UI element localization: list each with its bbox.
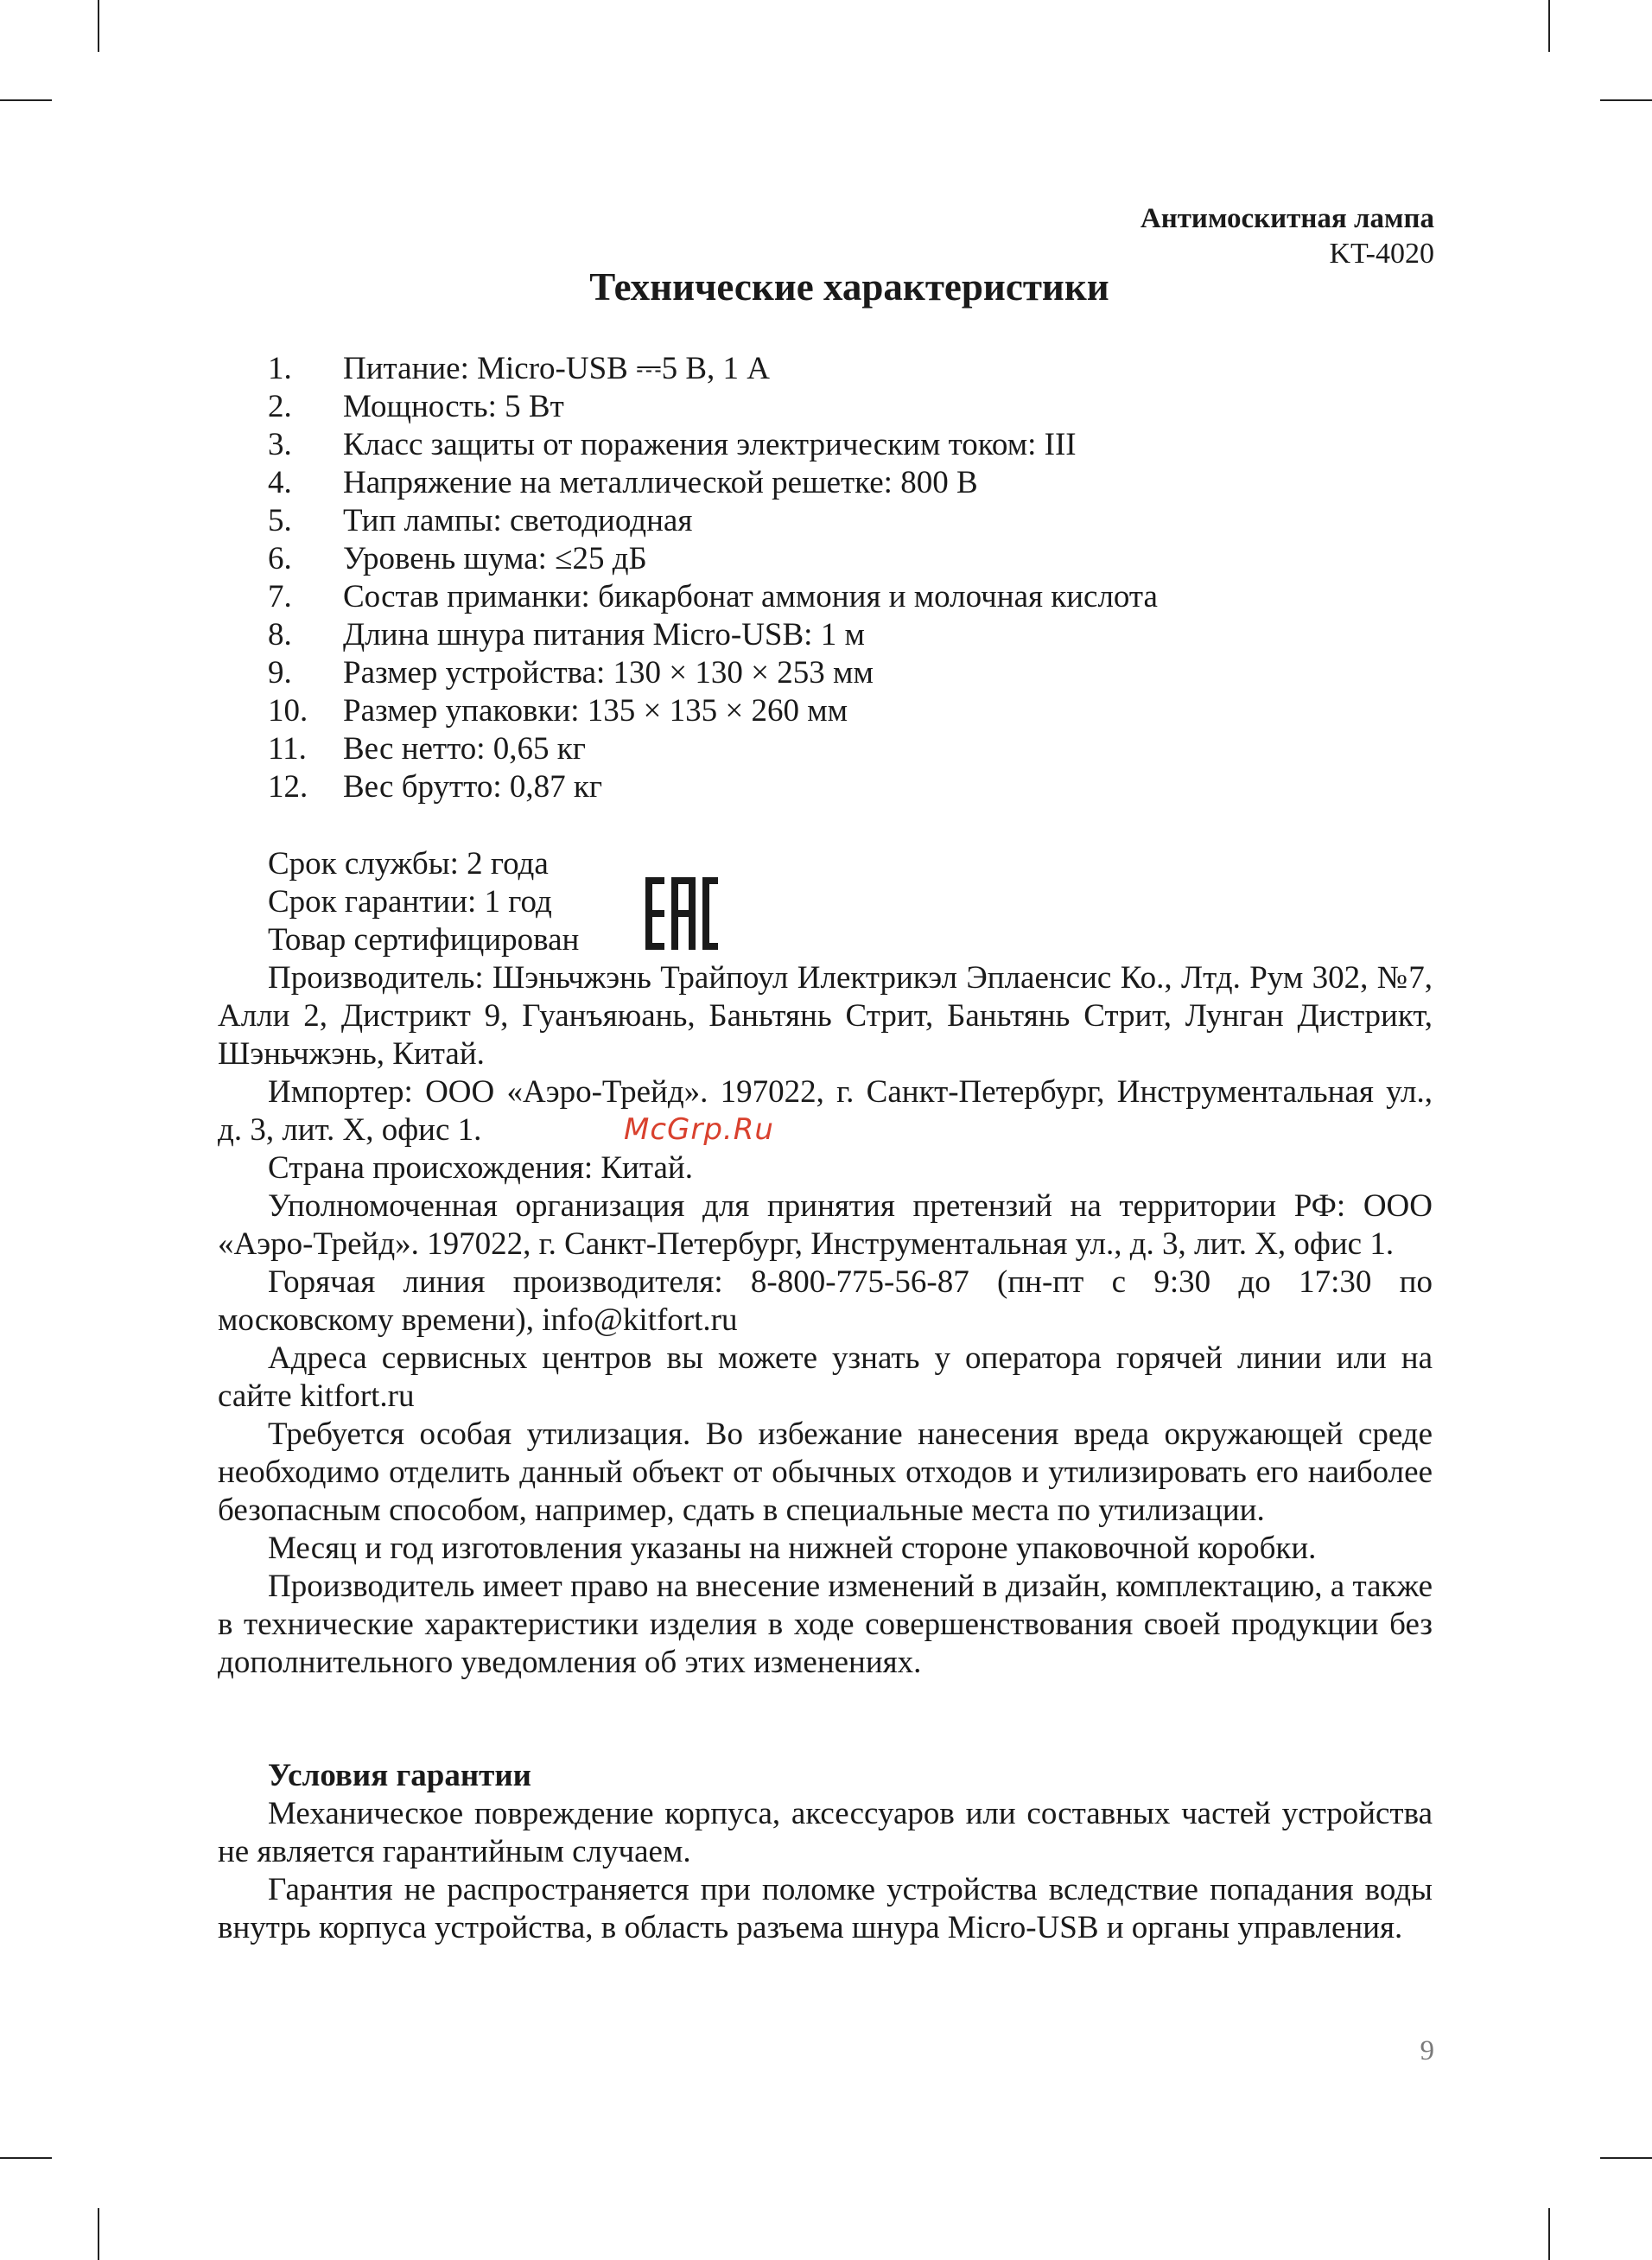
spec-number: 11. [268, 731, 307, 767]
hotline-paragraph: Горячая линия производителя: 8-800-775-56-87 (пн-пт с 9:30 до 17:30 по московскому времени), info@kitfort.ru [218, 1264, 1433, 1338]
crop-mark [1548, 0, 1550, 52]
spec-number: 1. [268, 351, 292, 386]
spec-number: 10. [268, 693, 308, 729]
crop-mark [0, 2157, 52, 2159]
spec-item [268, 730, 1158, 768]
spec-text: Питание: Micro-USB ⎓5 В, 1 А [343, 351, 771, 386]
crop-mark [98, 0, 99, 52]
spec-item [268, 426, 1158, 464]
spec-item [268, 616, 1158, 654]
warranty-term: Срок гарантии: 1 год [268, 884, 552, 920]
spec-text: Вес брутто: 0,87 кг [343, 769, 603, 805]
warranty-paragraph: Гарантия не распространяется при поломке устройства вследствие попадания воды внутрь корпуса устройства, в область разъема шнура Micro-USB и органы управления. [218, 1872, 1433, 1945]
warranty-paragraph: Механическое повреждение корпуса, аксессуаров или составных частей устройства не является гарантийным случаем. [218, 1796, 1433, 1869]
spec-item [268, 540, 1158, 578]
warranty-section [218, 1757, 1433, 1947]
certification-note: Товар сертифицирован [268, 922, 580, 958]
service-life: Срок службы: 2 года [268, 846, 549, 882]
spec-text: Состав приманки: бикарбонат аммония и молочная кислота [343, 579, 1158, 614]
spec-text: Уровень шума: ≤25 дБ [343, 541, 647, 576]
legal-text [218, 959, 1433, 1682]
origin-paragraph: Страна происхождения: Китай. [268, 1150, 693, 1186]
spec-item [268, 768, 1158, 806]
spec-text: Тип лампы: светодиодная [343, 503, 693, 538]
spec-item [268, 388, 1158, 426]
spec-text: Класс защиты от поражения электрическим током: III [343, 427, 1077, 462]
disposal-paragraph: Требуется особая утилизация. Во избежание нанесения вреда окружающей среде необходимо отделить данный объект от обычных отходов и утилизировать его наиболее безопасным способом, например, сдать в специальные места по утилизации. [218, 1416, 1433, 1528]
product-title: Антимоскитная лампа [1140, 203, 1434, 234]
service-info [268, 845, 579, 959]
page-number: 9 [1420, 2035, 1434, 2066]
spec-number: 9. [268, 655, 292, 691]
spec-item [268, 502, 1158, 540]
spec-text: Мощность: 5 Вт [343, 389, 564, 424]
spec-number: 4. [268, 465, 292, 500]
spec-text: Вес нетто: 0,65 кг [343, 731, 586, 767]
crop-mark [0, 99, 52, 101]
spec-item [268, 350, 1158, 388]
spec-item [268, 578, 1158, 616]
spec-item [268, 692, 1158, 730]
crop-mark [1600, 2157, 1652, 2159]
manufacturer-paragraph: Производитель: Шэньчжэнь Трайпоул Илектрикэл Эплаенсис Ко., Лтд. Рум 302, №7, Алли 2, Дистрикт 9, Гуанъяюань, Баньтянь Стрит, Баньтянь Стрит, Лунган Дистрикт, Шэньчжэнь, Китай. [218, 960, 1433, 1072]
spec-text: Размер устройства: 130 × 130 × 253 мм [343, 655, 874, 691]
spec-text: Длина шнура питания Micro-USB: 1 м [343, 617, 865, 653]
spec-item [268, 654, 1158, 692]
spec-item [268, 464, 1158, 502]
specs-list [268, 350, 1158, 806]
product-model: KT-4020 [1329, 238, 1434, 270]
spec-number: 6. [268, 541, 292, 576]
spec-text: Размер упаковки: 135 × 135 × 260 мм [343, 693, 848, 729]
spec-text: Напряжение на металлической решетке: 800 В [343, 465, 978, 500]
production-date-paragraph: Месяц и год изготовления указаны на нижней стороне упаковочной коробки. [268, 1531, 1317, 1566]
spec-number: 7. [268, 579, 292, 614]
crop-mark [1548, 2208, 1550, 2260]
eac-mark-icon [645, 877, 718, 950]
spec-number: 3. [268, 427, 292, 462]
spec-number: 5. [268, 503, 292, 538]
warranty-heading: Условия гарантии [268, 1758, 531, 1793]
watermark: McGrp.Ru [624, 1112, 774, 1147]
crop-mark [98, 2208, 99, 2260]
changes-paragraph: Производитель имеет право на внесение изменений в дизайн, комплектацию, а также в технические характеристики изделия в ходе совершенствования своей продукции без дополнительного уведомления об этих изменениях. [218, 1569, 1433, 1680]
claims-paragraph: Уполномоченная организация для принятия претензий на территории РФ: ООО «Аэро-Трейд». 197022, г. Санкт-Петербург, Инструментальная ул., д. 3, лит. Х, офис 1. [218, 1188, 1433, 1262]
specs-heading: Технические характеристики [589, 265, 1109, 309]
spec-number: 12. [268, 769, 308, 805]
importer-paragraph: Импортер: ООО «Аэро-Трейд». 197022, г. Санкт-Петербург, Инструментальная ул., д. 3, лит. Х, офис 1. [218, 1074, 1433, 1148]
crop-mark [1600, 99, 1652, 101]
spec-number: 2. [268, 389, 292, 424]
service-centers-paragraph: Адреса сервисных центров вы можете узнать у оператора горячей линии или на сайте kitfort.ru [218, 1340, 1433, 1414]
spec-number: 8. [268, 617, 292, 653]
